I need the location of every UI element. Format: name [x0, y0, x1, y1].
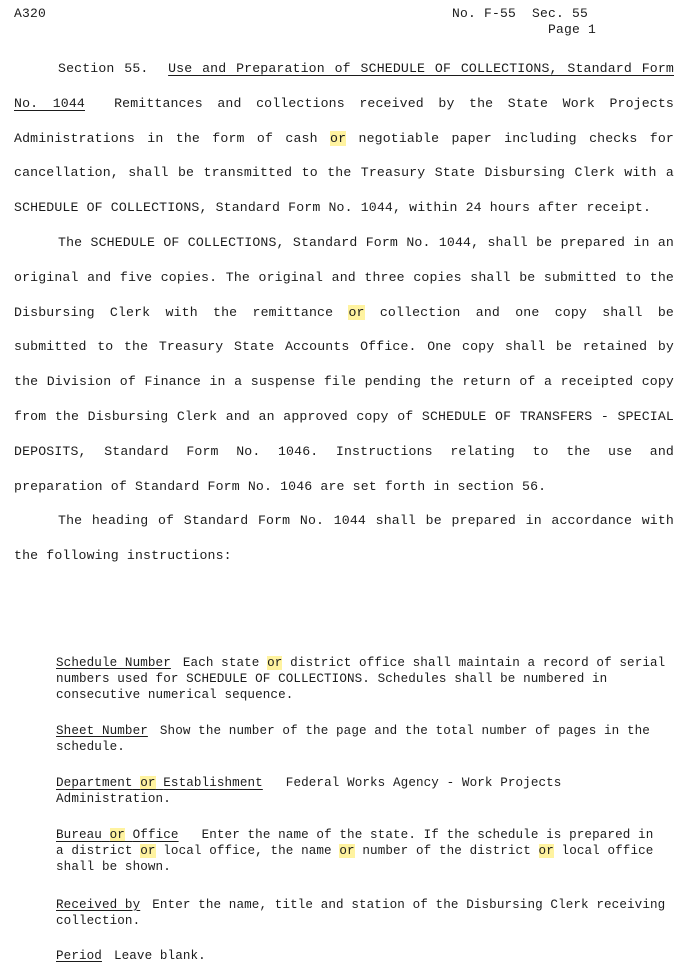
instruction-label: Schedule Number	[56, 656, 171, 670]
paragraph-schedule-copies: The SCHEDULE OF COLLECTIONS, Standard Form No. 1044, shall be prepared in an original and five copies. The original and three copies shall be submitted to the Disbursing Clerk with the remittance or collection and one copy shall be submitted to the Treasury State Accounts Office. One copy shall be retained by the Division of Finance in a suspense file pending the return of a receipted copy from the Disbursing Clerk and an approved copy of SCHEDULE OF TRANSFERS - SPECIAL DEPOSITS, Standard Form No. 1046. Instructions relating to the use and preparation of Standard Form No. 1046 are set forth in section 56.	[14, 234, 674, 494]
paragraph-heading-instructions: The heading of Standard Form No. 1044 shall be prepared in accordance with the following instructions:	[14, 513, 674, 564]
document-body	[14, 52, 674, 574]
document-number	[452, 6, 588, 21]
instruction-label: Period	[56, 949, 102, 963]
instruction-period: Period Leave blank.	[56, 949, 206, 963]
section-title: Use and Preparation of SCHEDULE OF COLLECTIONS, Standard Form No. 1044	[14, 61, 674, 111]
highlighted-or: or	[348, 304, 365, 320]
section-number: Sec. 55	[532, 6, 589, 21]
paragraph-section-55: Section 55. Use and Preparation of SCHEDULE OF COLLECTIONS, Standard Form No. 1044 Remittances and collections received by the State Work Projects Administrations in the form of cash or negotiable paper including checks for cancellation, shall be transmitted to the Treasury State Disbursing Clerk with a SCHEDULE OF COLLECTIONS, Standard Form No. 1044, within 24 hours after receipt.	[14, 61, 674, 216]
highlighted-or: or	[330, 130, 347, 146]
page-number: Page 1	[548, 22, 597, 37]
instruction-received-by: Received by Enter the name, title and station of the Disbursing Clerk receiving collection.	[56, 898, 666, 928]
form-number: No. F-55	[452, 6, 517, 21]
document-code: A320	[14, 6, 47, 21]
instruction-label: Department or Establishment	[56, 776, 263, 790]
instruction-department: Department or Establishment Federal Works Agency - Work Projects Administration.	[56, 776, 562, 806]
section-label: Section 55.	[58, 61, 149, 76]
instruction-label: Sheet Number	[56, 724, 148, 738]
instruction-sheet-number: Sheet Number Show the number of the page and the total number of pages in the schedule.	[56, 724, 650, 754]
instruction-bureau: Bureau or Office Enter the name of the state. If the schedule is prepared in a district or local office, the name or number of the district or local office shall be shown.	[56, 828, 654, 874]
instruction-label: Bureau or Office	[56, 828, 179, 842]
instruction-schedule-number: Schedule Number Each state or district office shall maintain a record of serial numbers used for SCHEDULE OF COLLECTIONS. Schedules shall be numbered in consecutive numerical sequence.	[56, 656, 666, 702]
instruction-label: Received by	[56, 898, 141, 912]
